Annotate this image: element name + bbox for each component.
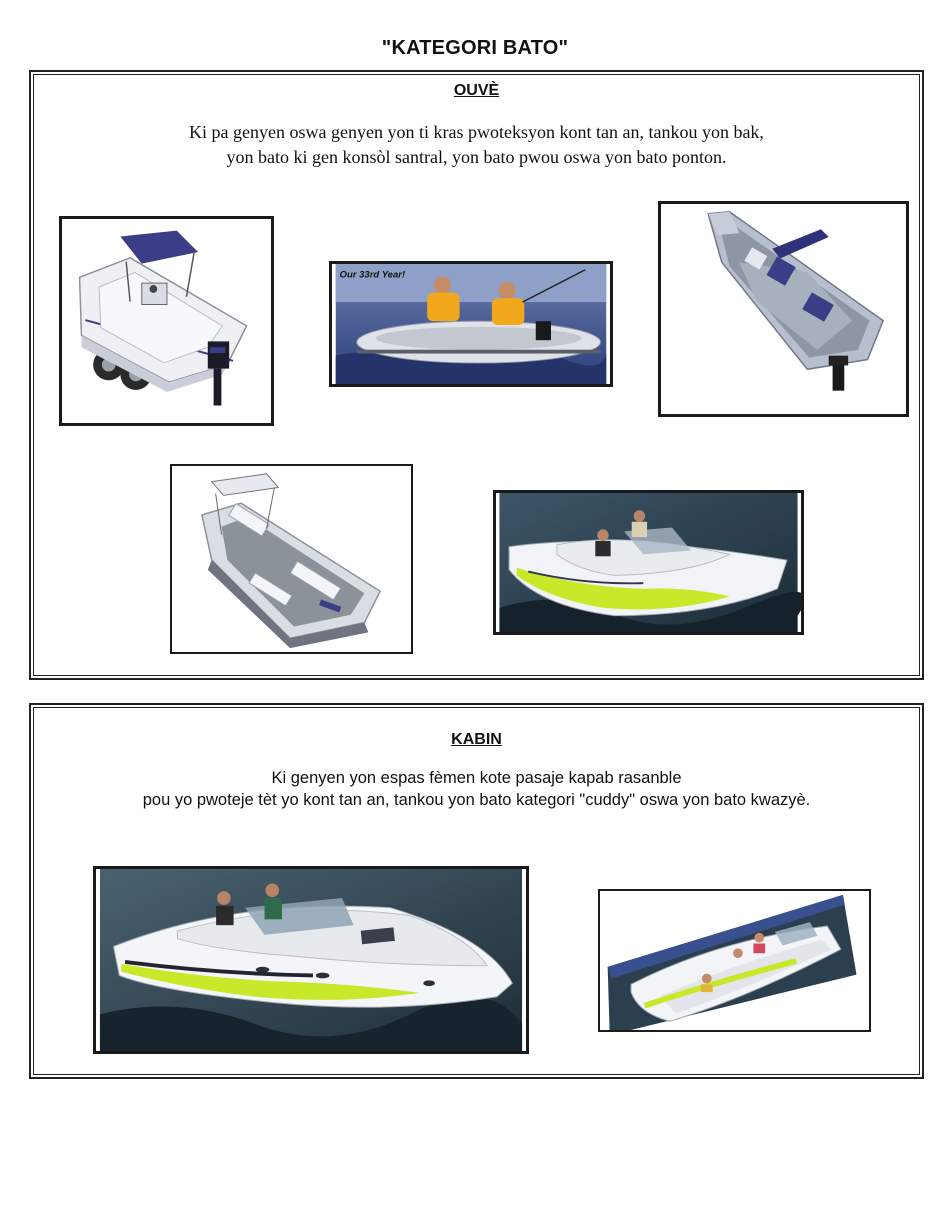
pontoon-boat-photo (170, 464, 413, 654)
description-line: yon bato ki gen konsòl santral, yon bato pwou oswa yon bato ponton. (226, 147, 727, 167)
section-open-boats (29, 70, 924, 680)
description-line: pou yo pwoteje tèt yo kont tan an, tankou yon bato kategori "cuddy" oswa yon bato kwazyè. (142, 791, 811, 809)
page-title: "KATEGORI BATO" (381, 37, 569, 59)
bow-rider-speedboat-photo (493, 490, 804, 635)
cabin-cruiser-aerial-photo (598, 889, 871, 1032)
pontoon-boat-icon (172, 466, 411, 652)
center-console-boat-icon (62, 219, 271, 423)
speedboat-icon (496, 493, 801, 632)
section-heading-cabin: KABIN (451, 731, 502, 748)
photo-caption: Our 33rd Year! (339, 269, 406, 281)
center-console-boat-on-trailer-photo (59, 216, 274, 426)
cuddy-cabin-cruiser-photo (93, 866, 529, 1054)
section-description-open (31, 120, 922, 170)
section-heading-open: OUVÈ (453, 82, 500, 99)
section-cabin-boats (29, 703, 924, 1079)
aluminum-boat-icon (661, 204, 906, 414)
cuddy-cabin-boat-icon (96, 869, 526, 1051)
cabin-cruiser-icon (600, 891, 869, 1030)
description-line: Ki genyen yon espas fèmen kote pasaje kapab rasanble (271, 769, 682, 787)
inflatable-boat-icon (332, 264, 610, 384)
aluminum-bow-rider-boat-photo (658, 201, 909, 417)
inflatable-boat-fishing-photo (329, 261, 613, 387)
description-line: Ki pa genyen oswa genyen yon ti kras pwoteksyon kont tan an, tankou yon bak, (189, 122, 764, 142)
section-description-cabin (31, 767, 922, 811)
